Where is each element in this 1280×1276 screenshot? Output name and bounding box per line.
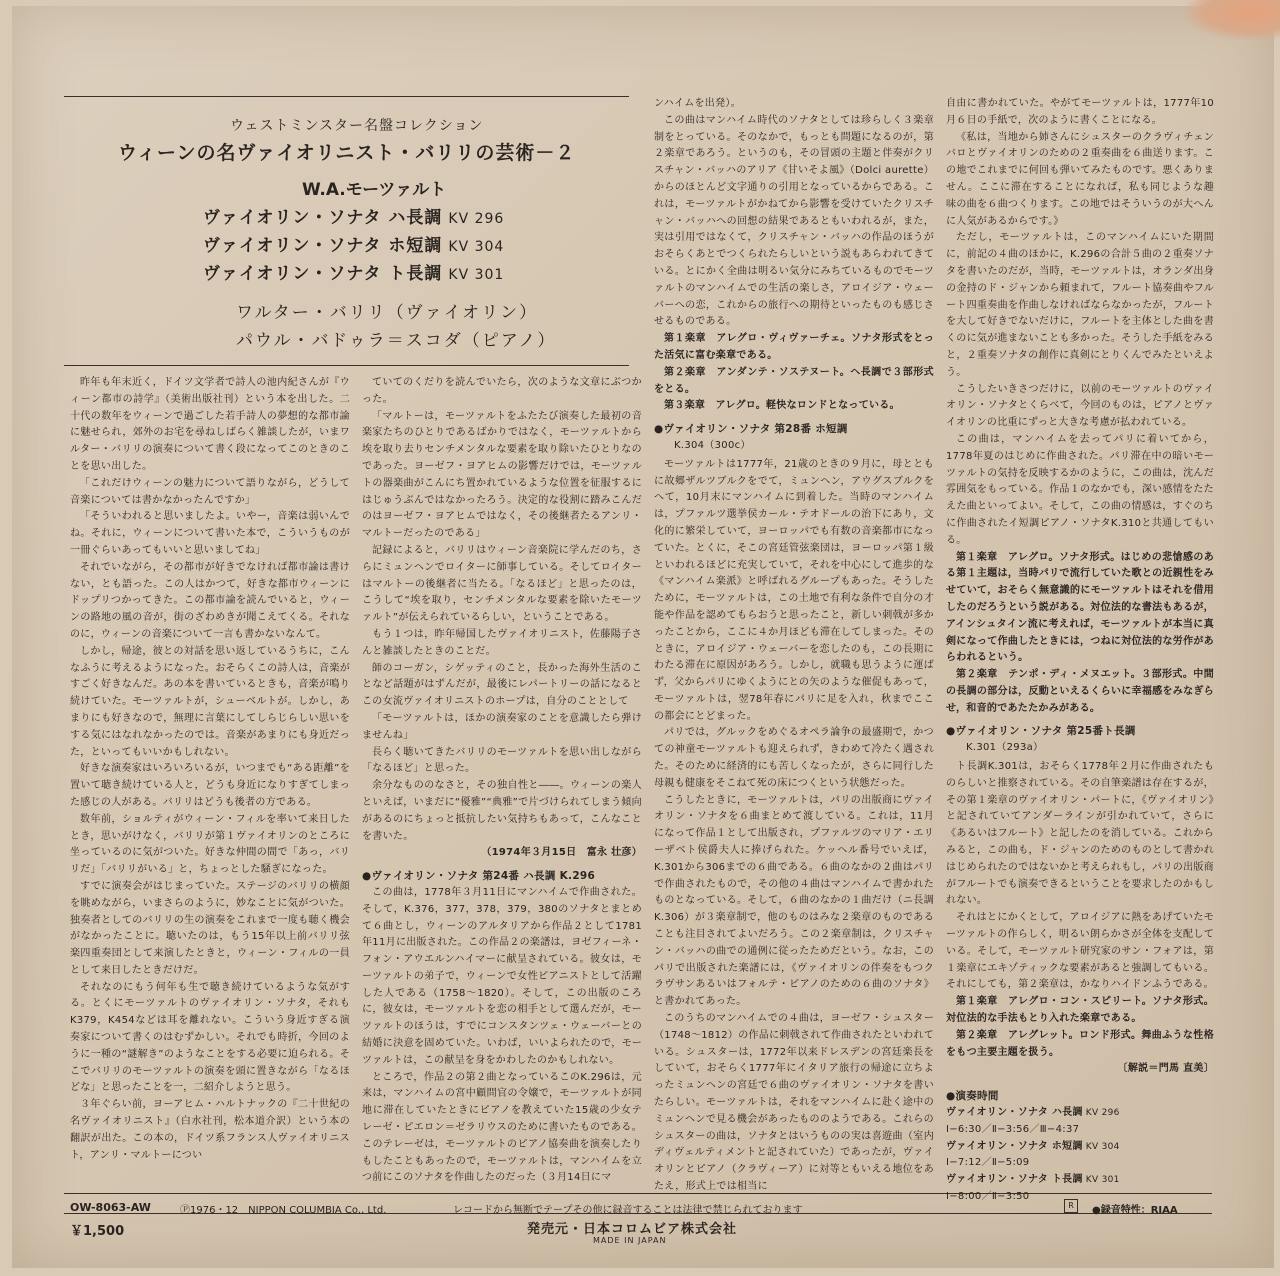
runtime-times: Ⅰ−7:12／Ⅱ−5:09 — [946, 1157, 1030, 1169]
section-heading: ●ヴァイオリン・ソナタ 第25番ト長調 — [946, 725, 1136, 738]
column-3 — [654, 96, 934, 1192]
work-3 — [203, 259, 504, 284]
paragraph: この曲は，1778年３月11日にマンハイムで作曲された。そして，K.376，377，378，379，380のソナタとまとめて６曲とし，ウィーンのアルタリアから作品２として1781年11月に出版された。この作品２の楽譜は，ヨゼフィーネ・フォン・アウエルンハイマーに献呈されている。彼女は，モーツァルトの弟子で，ウィーンで女性ピアニストとして活躍した人である（1758～1820）。そして，この出版のころに，彼女は，モーツァルトを恋の相手として選んだが，モーツァルトのほうは，すでにコンスタンツェ・ウェーバーとの結婚に決意を固めていた。いわば，いいよられたので，モーツァルトは，この献呈を身をかわしたのかもしれない。 — [362, 886, 642, 1066]
runtime-times: Ⅰ−6:30／Ⅱ−3:56／Ⅲ−4:37 — [946, 1123, 1080, 1135]
header-bottom-rule — [64, 365, 629, 366]
paper-stain — [1185, 0, 1280, 40]
copyright: Ⓟ1976・12 NIPPON COLUMBIA Co., Ltd. — [180, 1205, 387, 1216]
paragraph: 師のコーガン，シゲッティのこと，長かった海外生活のことなど話題がはずんだが，最後にレパートリーの話になるとこの女流ヴァイオリニストのホープは，自分のこととして — [362, 662, 642, 708]
column-4 — [946, 96, 1214, 1202]
album-title: ウィーンの名ヴァイオリニスト・バリリの芸術－２ — [118, 142, 576, 164]
paragraph: ていてのくだりを読んでいたら，次のような文章にぶつかった。 — [362, 377, 642, 405]
paragraph: 長らく聴いてきたバリリのモーツァルトを思い出しながら「なるほど」と思った。 — [362, 746, 642, 775]
movement: 第１楽章 アレグロ・ヴィヴァーチェ。ソナタ形式をとった活気に富む楽章である。 — [654, 333, 934, 361]
runtime-times: Ⅰ−8:00／Ⅱ−3:50 — [946, 1191, 1030, 1202]
work-2 — [203, 231, 504, 256]
runtime-work: ヴァイオリン・ソナタ ハ長調 — [946, 1107, 1083, 1119]
work-name: ヴァイオリン・ソナタ ホ短調 — [203, 236, 443, 256]
paragraph: この曲は，マンハイムを去ってパリに着いてから，1778年夏のはじめに作曲された。パリ滞在中の暗いモーツァルトの気持を反映するかのように，この曲は，沈んだ雰囲気をもっている。作品１のなかでも，深い感情をたたえた曲といってよい。そして，この曲の情感は，すぐのちに作曲されたイ短調ピアノ・ソナタK.310と共通してもいる。 — [946, 433, 1214, 546]
paragraph: ところで，作品２の第２曲となっているこのK.296は，元来は，マンハイムの宮中顧問官の令嬢で，モーツァルトが同地に滞在していたときにピアノを教えていた15歳の少女テレーゼ・ピエロン＝ゼラリウスのために書いたものである。このテレーゼは，モーツァルトのピアノ協奏曲を演奏したりもしたこともあったので，モーツァルトは，マンハイムを立つ前にこのソナタを作曲したのだった（３月14日にマ — [362, 1071, 642, 1184]
performer-piano: パウル・バドゥラ＝スコダ（ピアノ） — [236, 331, 557, 351]
runtime-kv: KV 296 — [1085, 1108, 1120, 1119]
paragraph: それなのにもう何年も生で聴き続けているような気がする。とくにモーツァルトのヴァイオリン・ソナタ，それもK379，K454などは耳を離れない。こういう身近すぎる演奏家について書くのはむずかしい。それでも時折，今回のように一種の“謎解き”のようなことをする必要に迫られる。そこでバリリのモーツァルトの演奏を頭に置きながら「なるほどな」と思ったことを一，二紹介しようと思う。 — [70, 981, 350, 1094]
column-2 — [362, 375, 642, 1187]
runtime-block — [946, 1088, 1214, 1206]
series-title: ウェストミンスター名盤コレクション — [230, 118, 484, 134]
runtime-row — [946, 1139, 1214, 1156]
movement: 第２楽章 アンダンテ・ソステヌート。ヘ長調で３部形式をとる。 — [654, 366, 934, 395]
copy-notice: レコードから無断でテープその他に録音することは法律で禁じられております — [453, 1205, 803, 1216]
paragraph: こうしたいきさつだけに，以前のモーツァルトのヴァイオリン・ソナタとくらべて，今回のものは，ピアノとヴァイオリンの比重にずっと大きな考慮が払われている。 — [946, 383, 1214, 429]
movement: 第１楽章 アレグロ・コン・スピリート。ソナタ形式。対位法的な手法もとり入れた楽章である。 — [946, 996, 1214, 1025]
runtime-work: ヴァイオリン・ソナタ ト長調 — [946, 1174, 1083, 1186]
header-top-rule — [64, 96, 629, 97]
work-1 — [203, 203, 504, 228]
catalog-number: OW-8063-AW — [70, 1201, 151, 1214]
movement: 第２楽章 テンポ・ディ・メヌエット。３部形式。中間の長調の部分は，反動といえるくらいに幸福感をみなぎらせ，和音的であたたかみがある。 — [946, 669, 1214, 714]
paragraph: すでに演奏会がはじまっていた。ステージのバリリの横顔を眺めながら，いまさらのように，妙なことに気がついた。独奏者としてのバリリの生の演奏をこれまで一度も聴く機会がなかったことに。聴いたのは，もう15年以上前バリリ弦楽四重奏団として来演したときと，ウィーン・フィルの一員として来日したときだけだ。 — [70, 880, 350, 976]
paragraph: ただし，モーツァルトは，このマンハイムにいた期間に，前記の４曲のほかに，K.296の合計５曲の２重奏ソナタを書いたのだが，当時，モーツァルトは，オランダ出身の金持のド・ジャンから頼まれて，フルート協奏曲やフルート四重奏曲を作曲しなければならなかったが，フルートを大して好きでないだけに，フルートを主体とした曲を書くのに気が進まないことも多かった。そうした手紙をみると，２重奏ソナタの創作に真剣にとりくんでみたといえよう。 — [946, 232, 1214, 378]
section-subheading: K.304（300c） — [674, 439, 751, 451]
work-name: ヴァイオリン・ソナタ ハ長調 — [203, 208, 443, 228]
paragraph: パリでは，グルックをめぐるオペラ論争の最盛期で，かつての神童モーツァルトも迎えられず，きわめて冷たく遇された。そのために経済的にも苦しくなったが，さらに同行した母親も健康をそこねて死の床につくという状態だった。 — [654, 727, 934, 789]
made-in: MADE IN JAPAN — [593, 1236, 667, 1245]
paragraph: モーツァルトは1777年，21歳のときの９月に，母とともに故郷ザルツブルクをでて，ミュンヘン，アウグスブルクをへて，10月末にマンハイムに到着した。当時のマンハイムは，プファルツ選挙侯カール・テオドールの治下にあり，文化的に繁栄していて，ヨーロッパでも有数の音楽都市になっていた。とくに，そこの宮廷管弦楽団は，ヨーロッパ第１級といわれるほどに充実していて，それを中心にして進歩的な《マンハイム楽派》と呼ばれるグループもあった。そうしたために，モーツァルトは，この土地で有利な条件で自分の才能や作品を認めてもらおうと思ったこと，新しい刺戟が多かったことから，ここに４か月ほども滞在してしまった。そのときに，アロイジア・ウェーバーを恋したのも，この長期にわたる滞在に原因があろう。しかし，就職も思うように運ばず，父からパリにゆくようにとの矢のような催促もあって，モーツァルトは，翌78年春にパリに足を入れ，秋までここの都会にとどまった。 — [654, 458, 934, 722]
paragraph: ンハイムを出発）。 — [654, 98, 741, 109]
paragraph: それでいながら，その都市が好きでなければ都市論は書けない，とも語った。この人はかつて，好きな都市ウィーンにドップリつかってきた。この都市論を読んでいると，ウィーンの路地の風の音が，街のざわめきが聞こえてくる。それなのに，ウィーンの音楽について一言も書かないなんて。 — [70, 561, 350, 640]
runtime-kv: KV 301 — [1085, 1175, 1120, 1186]
paragraph: 「そういわれると思いましたよ。いやー，音楽は弱いんでね。それに，ウィーンについて書いた本で，こういうものが一冊ぐらいあってもいいと思いましてね」 — [70, 511, 350, 556]
paragraph: もう１つは，昨年帰国したヴァイオリニスト，佐藤陽子さんと雑談したときのことだ。 — [362, 628, 642, 657]
signature: （1974年３月15日 富永 壮彦） — [481, 847, 642, 859]
work-kv: KV 304 — [448, 239, 505, 255]
runtime-row — [946, 1105, 1214, 1122]
runtime-title: ●演奏時間 — [946, 1090, 999, 1103]
paragraph: 自由に書かれていた。やがてモーツァルトは，1777年10月６日の手紙で，次のように書くことになる。 — [946, 98, 1214, 126]
section-subheading: K.301（293a） — [966, 742, 1044, 754]
movement: 第２楽章 アレグレット。ロンド形式。舞曲ふうな性格をもつ主要主題を扱う。 — [946, 1029, 1214, 1058]
paragraph: 「これだけウィーンの魅力について語りながら，どうして音楽については書かなかったんですか」 — [70, 477, 350, 506]
paragraph: それはとにかくとして，アロイジアに熱をあげていたモーツァルトの作らしく，明るい朗らかさが全体を支配している。そして，モーツァルト研究家のサン・フォアは，第１楽章にエキゾティックな要素があると強調してもいる。それにしても，第２楽章は，かなりハイドンふうである。 — [946, 912, 1214, 991]
paragraph: 「モーツァルトは，ほかの演奏家のことを意識したら弾けませんね」 — [362, 712, 642, 741]
composer: W.A.モーツァルト — [302, 180, 447, 200]
paragraph: 好きな演奏家はいろいろいるが，いつまでも“ある距離”を置いて聴き続けている人と，どうも身近になりすぎてしまった感じの人がある。バリリはどうも後者の方である。 — [70, 763, 350, 808]
paragraph: しかし，帰途，彼との対話を思い返しているうちに，こんなふうに考えるようになった。おそらくこの詩人は，音楽がすごく好きなんだ。あの本を書いているときも，音楽が鳴り続けていた。モーツァルトが，シューベルトが。しかし，あまりにも好きなので，無理に言葉にしてしらじらしい思いをする気にはなれなかったのでは。音楽があまりにも身近だった，といってもいいかもしれない。 — [70, 645, 350, 758]
runtime-work: ヴァイオリン・ソナタ ホ短調 — [946, 1140, 1083, 1152]
signature: 〔解説＝門馬 直美〕 — [1117, 1063, 1214, 1075]
paragraph: 《私は，当地から姉さんにシュスターのクラヴィチェンバロとヴァイオリンのための２重奏曲を６曲送ります。この地でこれまでに何回も弾いてみたものです。悪くありません。ここに滞在することになれば，私も同じような趣味の曲を６曲つくります。この地ではそういうのが大へんに人気があるからです。》 — [946, 131, 1214, 227]
work-kv: KV 296 — [448, 211, 505, 227]
section-heading: ●ヴァイオリン・ソナタ 第28番 ホ短調 — [654, 423, 848, 436]
movement: 第１楽章 アレグロ。ソナタ形式。はじめの悲愴感のある第１主題は，当時パリで流行していた歌との近親性をみせていて，おそらく無意識的にモーツァルトはそれを借用したのだろうという説がある。対位法的な書法もあるが，アインシュタイン流に考えれば，モーツァルトが本当に真剣になって作曲したときには，つねに対位法的な労作があらわれるという。 — [946, 551, 1214, 664]
work-name: ヴァイオリン・ソナタ ト長調 — [203, 264, 443, 284]
runtime-row — [946, 1172, 1214, 1189]
paragraph: ３年ぐらい前，ヨーアヒム・ハルトナックの『二十世紀の名ヴァイオリニスト』（白水社刊，松本道介訳）という本の翻訳が出た。この本の，ドイツ系フランス人ヴァイオリニスト，アンリ・マルトーについ — [70, 1099, 350, 1161]
paragraph: この曲はマンハイム時代のソナタとしては珍らしく３楽章制をとっている。そのなかで，もっとも問題になるのが，第２楽章であろう。というのも，その冒頭の主題と伴奏がクリスチャン・バッハのアリア《甘いそよ風》（Dolci aurette）からのほとんど文字通りの引用となっているからである。これは，モーツァルトがかねてから影響を受けていたクリスチャン・バッハへの回想の結果であるともいわれるが，また，実は引用ではなくて，クリスチャン・バッハの作品のほうがおそらくあとでつくられたらしいという説もあらわれてきている。とにかく全曲は明るい気分にみちているものでモーツァルトのマンハイムでの生活の楽しさ，アロイジア・ウェーバーへの恋，これからの旅行への期待といったものも感じさせるものである。 — [654, 114, 934, 328]
recording-characteristic: ●録音特性：RIAA — [1092, 1205, 1178, 1216]
publisher: 発売元・日本コロムビア株式会社 — [527, 1222, 738, 1237]
paragraph: こうしたときに，モーツァルトは，パリの出版商にヴァイオリン・ソナタを６曲まとめて渡している。これは，11月になって作品１として出版され，プファルツのマリア・エリーザベト侯爵夫人に捧げられた。ケッヘル番号でいえば，K.301から306までの６曲である。６曲のなかの２曲はパリで作曲されたもので，その他の４曲はマンハイムで書かれたものとなっている。そして，６曲のなかの１曲だけ（ニ長調K.306）が３楽章制で，他のものはみな２楽章のものであることも注目されてよいだろう。この２楽章制は，クリスチャン・バッハの曲での通例に従ったためだという。なお，このパリで出版された楽譜には，《ヴァイオリンの伴奏をもつクラヴサンあるいはフォルテ・ピアノのための６曲のソナタ》と書かれてあった。 — [654, 794, 934, 1008]
paragraph: 記録によると，バリリはウィーン音楽院に学んだのち，さらにミュンヘンでロイターに師事している。そしてロイターはマルトーの後継者に当たる。「なるほど」と思ったのは，こうして“埃を取り，センチメンタルな要素を除いたモーツァルト”が伝えられているらしい，ということである。 — [362, 544, 642, 624]
paragraph: 数年前，ショルティがウィーン・フィルを率いて来日したとき，思いがけなく，バリリが第１ヴァイオリンのところに坐っているのに気がついた。好きな仲間の間で「あっ，バリリだ」「バリリがいる」と，ちょっとした騒ぎになった。 — [70, 813, 350, 876]
movement: 第３楽章 アレグロ。軽快なロンドとなっている。 — [664, 400, 900, 412]
column-1 — [70, 375, 350, 1187]
paragraph: このうちのマンハイムでの４曲は，ヨーゼフ・シュスター（1748～1812）の作品に刺戟されて作曲されたといわれている。シュスターは，1772年以来ドレスデンの宮廷楽長をしていて，おそらく1777年にイタリア旅行の帰途に立ちよったミュンヘンの宮廷で６曲のヴァイオリン・ソナタを書いたらしい。モーツァルトは，それをマンハイムに赴く途中のミュンヘンで見る機会があったもののようである。これらのシュスターの曲は，ソナタとはいうものの実は喜遊曲（室内ディヴェルティメントと記されていた）であったが，ヴァイオリンとピアノ（クラヴィーア）に対等ともいえる地位をあたえ，形式上では相当に — [654, 1013, 934, 1192]
paragraph: 余分なもののなさと，その独自性と――。ウィーンの楽人といえば，いまだに“優雅”“典雅”で片づけられてしまう傾向があるのにちょっと抵抗したい気持ちもあって，こんなことを書いた。 — [362, 780, 642, 842]
performer-violin: ワルター・バリリ（ヴァイオリン） — [236, 303, 539, 323]
section-heading: ●ヴァイオリン・ソナタ 第24番 ハ長調 K.296 — [362, 870, 596, 883]
paragraph: 「マルトーは，モーツァルトをふたたび演奏した最初の音楽家たちのひとりであるばかりではなく，モーツァルトから埃を取り去りセンチメンタルな要素を取り除いたひとりなのであった。ヨーゼフ・ヨアヒムの影響だけでは，モーツァルトの器楽曲がこんにち置かれているような位置を征服するにはじゅうぶんではなかったろう。決定的な役割に踏みこんだのはヨーゼフ・ヨアヒムではなく，その後継者たるアンリ・マルトーだったのである」 — [362, 410, 642, 540]
work-kv: KV 301 — [448, 267, 505, 283]
paragraph: ト長調K.301は，おそらく1778年２月に作曲されたものらしいと推察されている。その自筆楽譜は存在するが，その第１楽章のヴァイオリン・パートに，《ヴァイオリン》と記されていてアンダーラインが引かれていて，さらに《あるいはフルート》と記したのを消している。これからみると，この曲も，ド・ジャンのためのものとして書かれはじめられたのではないかと考えられもし，パリの出版商がフルートでも演奏できるということを要求したのかもしれない。 — [946, 761, 1214, 907]
registered-mark-icon: R — [1064, 1199, 1078, 1213]
paragraph: 昨年も年末近く，ドイツ文学者で詩人の池内紀さんが『ウィーン都市の詩学』（美術出版社刊）という本を出した。二十代の数年をウィーンで過ごした若手詩人の夢想的な都市論に魅せられ，郊外のお宅を尋ねしばらく雑談したが，いまワルター・バリリの演奏について書く段になってこのときのことを思い出した。 — [70, 377, 350, 472]
runtime-kv: KV 304 — [1085, 1141, 1120, 1152]
price: ￥1,500 — [70, 1224, 125, 1239]
